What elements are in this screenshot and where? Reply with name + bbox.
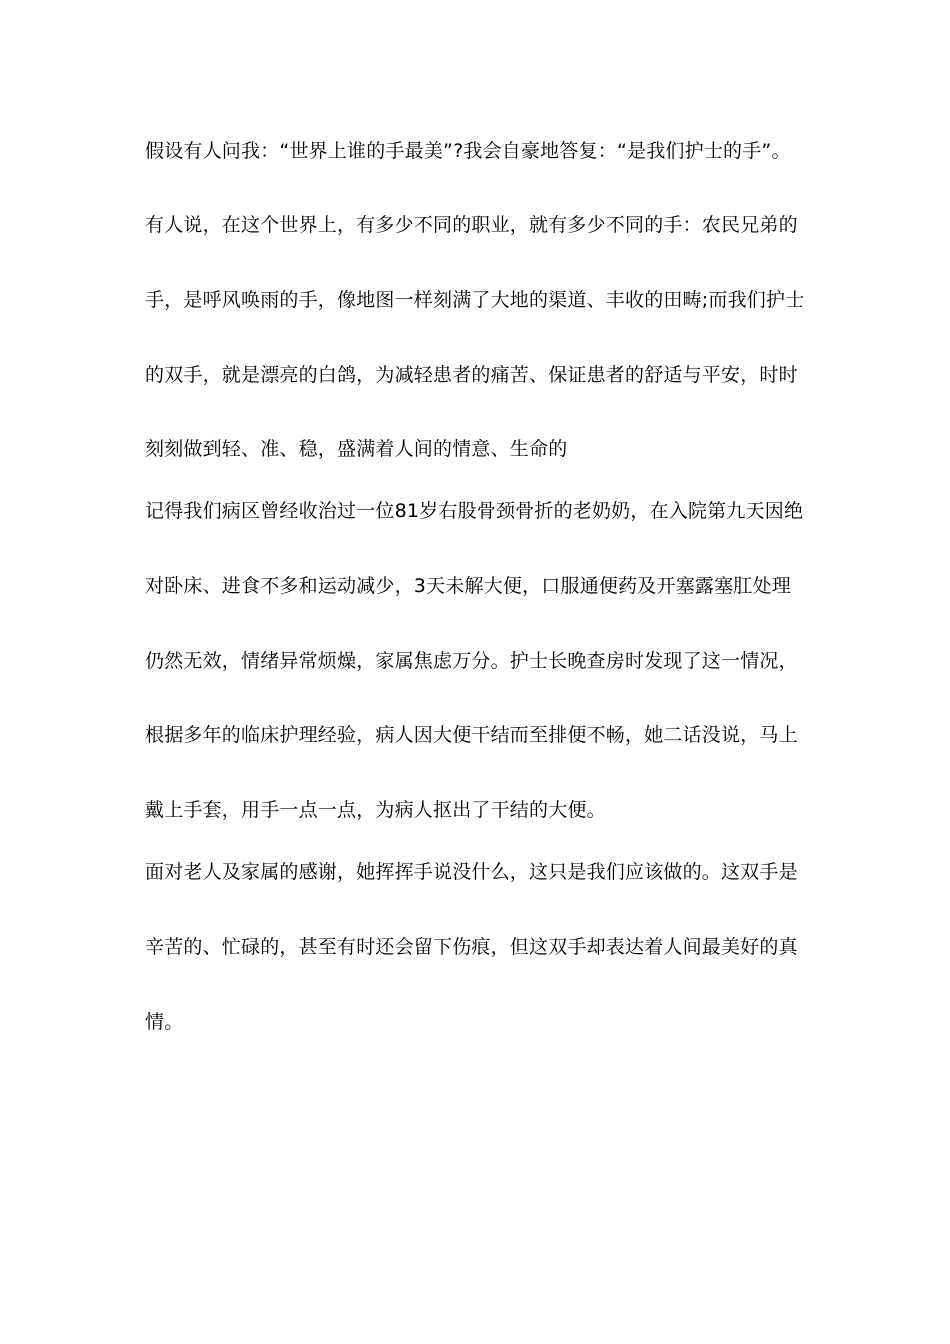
paragraph-2-line-4: 根据多年的临床护理经验，病人因大便干结而至排便不畅，她二话没说，马上 xyxy=(145,724,798,746)
paragraph-1-line-3: 手，是呼风唤雨的手，像地图一样刻满了大地的渠道、丰收的田畴;而我们护士 xyxy=(145,289,805,311)
paragraph-3-line-1: 面对老人及家属的感谢，她挥挥手说没什么，这只是我们应该做的。这双手是 xyxy=(145,861,798,883)
paragraph-1-line-4: 的双手，就是漂亮的白鸽，为减轻患者的痛苦、保证患者的舒适与平安，时时 xyxy=(145,364,798,386)
paragraph-2-line-2: 对卧床、进食不多和运动减少，3天未解大便，口服通便药及开塞露塞肛处理 xyxy=(145,575,791,597)
paragraph-2-line-3: 仍然无效，情绪异常烦燥，家属焦虑万分。护士长晚查房时发现了这一情况， xyxy=(145,650,798,672)
paragraph-3-line-3: 情。 xyxy=(145,1011,184,1033)
paragraph-2-line-1: 记得我们病区曾经收治过一位81岁右股骨颈骨折的老奶奶，在入院第九天因绝 xyxy=(145,500,804,522)
paragraph-1-line-2: 有人说，在这个世界上，有多少不同的职业，就有多少不同的手：农民兄弟的 xyxy=(145,214,798,236)
paragraph-1-line-5: 刻刻做到轻、准、稳，盛满着人间的情意、生命的 xyxy=(145,438,568,460)
paragraph-3-line-2: 辛苦的、忙碌的，甚至有时还会留下伤痕，但这双手却表达着人间最美好的真 xyxy=(145,936,798,958)
paragraph-2-line-5: 戴上手套，用手一点一点，为病人抠出了干结的大便。 xyxy=(145,799,606,821)
paragraph-1-line-1: 假设有人问我：“世界上谁的手最美”?我会自豪地答复：“是我们护士的手”。 xyxy=(145,140,791,162)
